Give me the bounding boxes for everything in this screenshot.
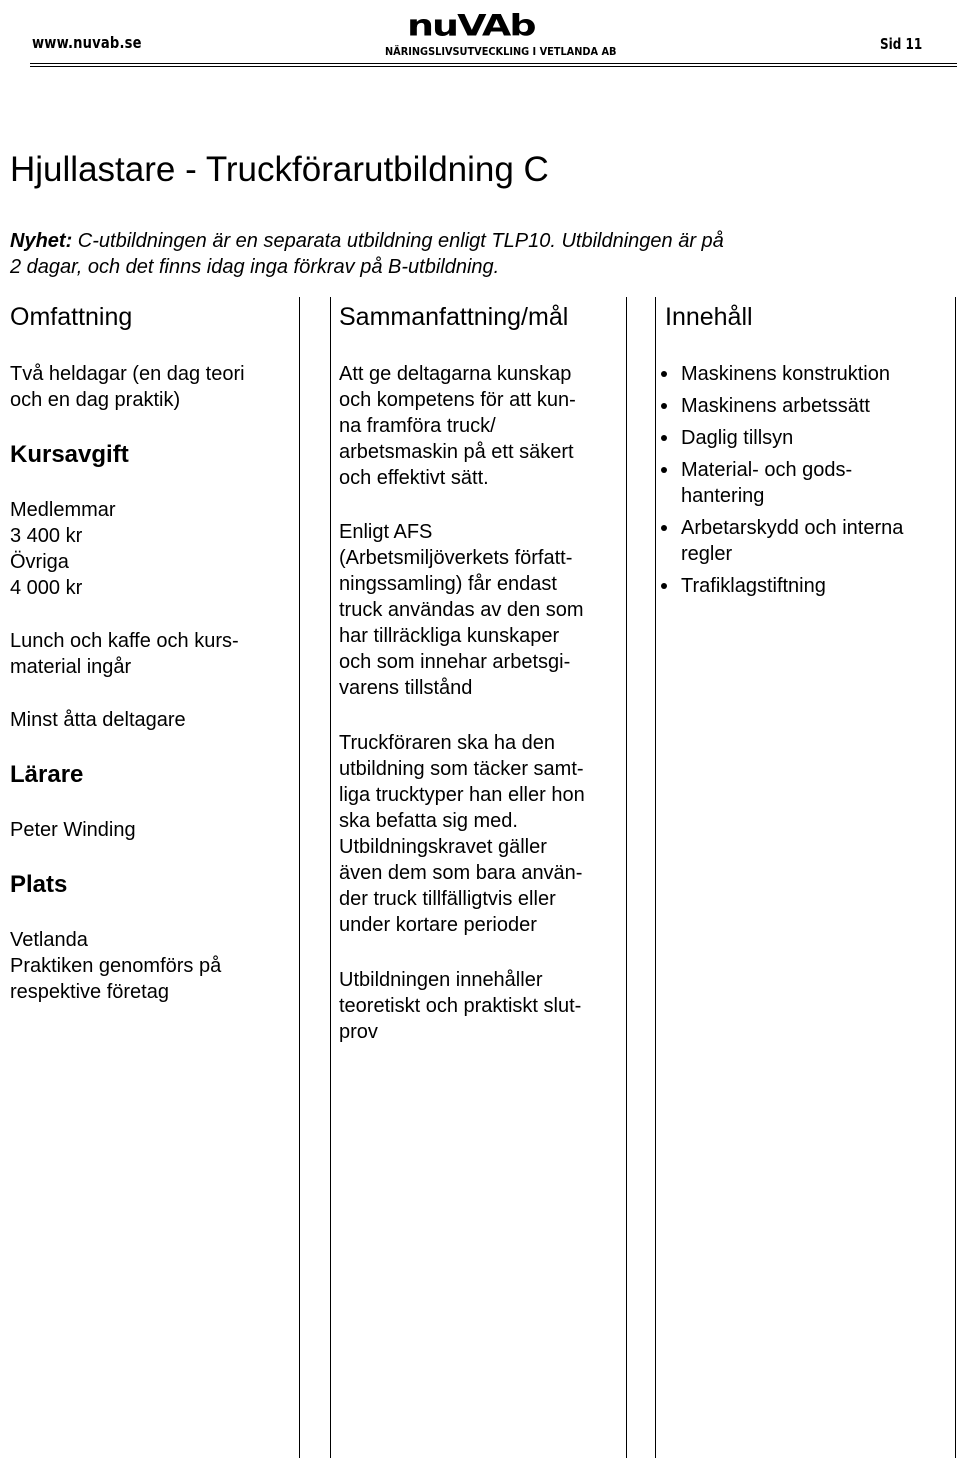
summary-paragraph-2: [339, 519, 584, 701]
text-line: na framföra truck/: [339, 415, 496, 437]
text-line: Daglig tillsyn: [681, 427, 794, 449]
column-rule: [626, 297, 627, 1458]
text-line: och som innehar arbetsgi-: [339, 651, 571, 673]
text-line: under kortare perioder: [339, 914, 537, 936]
text-line: truck användas av den som: [339, 599, 584, 621]
text-line: Att ge deltagarna kunskap: [339, 363, 572, 385]
text-line: respektive företag: [10, 981, 169, 1003]
page-number: Sid 11: [880, 35, 923, 53]
fee-line: Övriga: [10, 551, 69, 573]
text-line: Maskinens arbetssätt: [681, 395, 870, 417]
text-line: (Arbetsmiljöverkets författ-: [339, 547, 573, 569]
bullet-icon: [661, 467, 667, 473]
text-line: arbetsmaskin på ett säkert: [339, 441, 574, 463]
intro-line-2: 2 dagar, och det finns idag inga förkrav på B-utbildning.: [10, 256, 500, 278]
column-rule: [955, 297, 956, 1458]
intro-label: Nyhet:: [10, 230, 73, 252]
text-line: hantering: [681, 485, 765, 507]
heading-larare: Lärare: [10, 761, 84, 788]
text-line: Utbildningskravet gäller: [339, 836, 547, 858]
text-line: och en dag praktik): [10, 389, 181, 411]
text-line: der truck tillfälligtvis eller: [339, 888, 556, 910]
teacher-name: Peter Winding: [10, 819, 136, 841]
text-line: Trafiklagstiftning: [681, 575, 826, 597]
fee-line: 3 400 kr: [10, 525, 83, 547]
bullet-icon: [661, 583, 667, 589]
text-line: Två heldagar (en dag teori: [10, 363, 245, 385]
text-line: liga trucktyper han eller hon: [339, 784, 585, 806]
nuvab-logo: [385, 8, 617, 64]
column-rule: [299, 297, 300, 1458]
fee-line: 4 000 kr: [10, 577, 83, 599]
summary-paragraph-4: [339, 967, 581, 1045]
heading-omfattning: Omfattning: [10, 303, 133, 331]
included-note: [10, 628, 239, 680]
text-line: Vetlanda: [10, 929, 88, 951]
text-line: Utbildningen innehåller: [339, 969, 543, 991]
text-line: Truckföraren ska ha den: [339, 732, 556, 754]
page-title: Hjullastare - Truckförarutbildning C: [10, 150, 549, 189]
text-line: varens tillstånd: [339, 677, 473, 699]
text-line: Material- och gods-: [681, 459, 853, 481]
bullet-icon: [661, 403, 667, 409]
place-info: [10, 927, 221, 1005]
intro-paragraph: [10, 228, 850, 280]
text-line: ska befatta sig med.: [339, 810, 518, 832]
text-line: och effektivt sätt.: [339, 467, 489, 489]
summary-paragraph-3: [339, 730, 585, 938]
logo-wordmark: nuVAb: [407, 8, 535, 43]
fee-line: Medlemmar: [10, 499, 116, 521]
bullet-icon: [661, 435, 667, 441]
text-line: Arbetarskydd och interna: [681, 517, 904, 539]
header-divider-top: [30, 63, 957, 64]
text-line: ningssamling) får endast: [339, 573, 557, 595]
text-line: Praktiken genomförs på: [10, 955, 222, 977]
text-line: Maskinens konstruktion: [681, 363, 890, 385]
heading-sammanfattning: Sammanfattning/mål: [339, 303, 569, 331]
bullet-icon: [661, 525, 667, 531]
text-line: prov: [339, 1021, 378, 1043]
header-divider-bottom: [30, 66, 957, 67]
intro-line-1: C-utbildningen är en separata utbildning enligt TLP10. Utbildningen är på: [72, 230, 724, 252]
text-line: teoretiskt och praktiskt slut-: [339, 995, 582, 1017]
text-line: Lunch och kaffe och kurs-: [10, 630, 239, 652]
text-line: och kompetens för att kun-: [339, 389, 576, 411]
column-rule: [330, 297, 331, 1458]
text-line: Enligt AFS: [339, 521, 433, 543]
course-duration: [10, 361, 245, 413]
summary-paragraph-1: [339, 361, 576, 491]
heading-kursavgift: Kursavgift: [10, 441, 129, 468]
text-line: regler: [681, 543, 733, 565]
heading-innehall: Innehåll: [665, 303, 753, 331]
heading-plats: Plats: [10, 871, 68, 898]
text-line: material ingår: [10, 656, 132, 678]
logo-subtitle: NÄRINGSLIVSUTVECKLING I VETLANDA AB: [385, 46, 617, 58]
text-line: utbildning som täcker samt-: [339, 758, 584, 780]
text-line: även dem som bara använ-: [339, 862, 583, 884]
column-rule: [655, 297, 656, 1458]
text-line: har tillräckliga kunskaper: [339, 625, 560, 647]
site-url-link[interactable]: www.nuvab.se: [32, 33, 142, 52]
fee-list: [10, 497, 116, 601]
bullet-icon: [661, 371, 667, 377]
min-participants: Minst åtta deltagare: [10, 709, 186, 731]
